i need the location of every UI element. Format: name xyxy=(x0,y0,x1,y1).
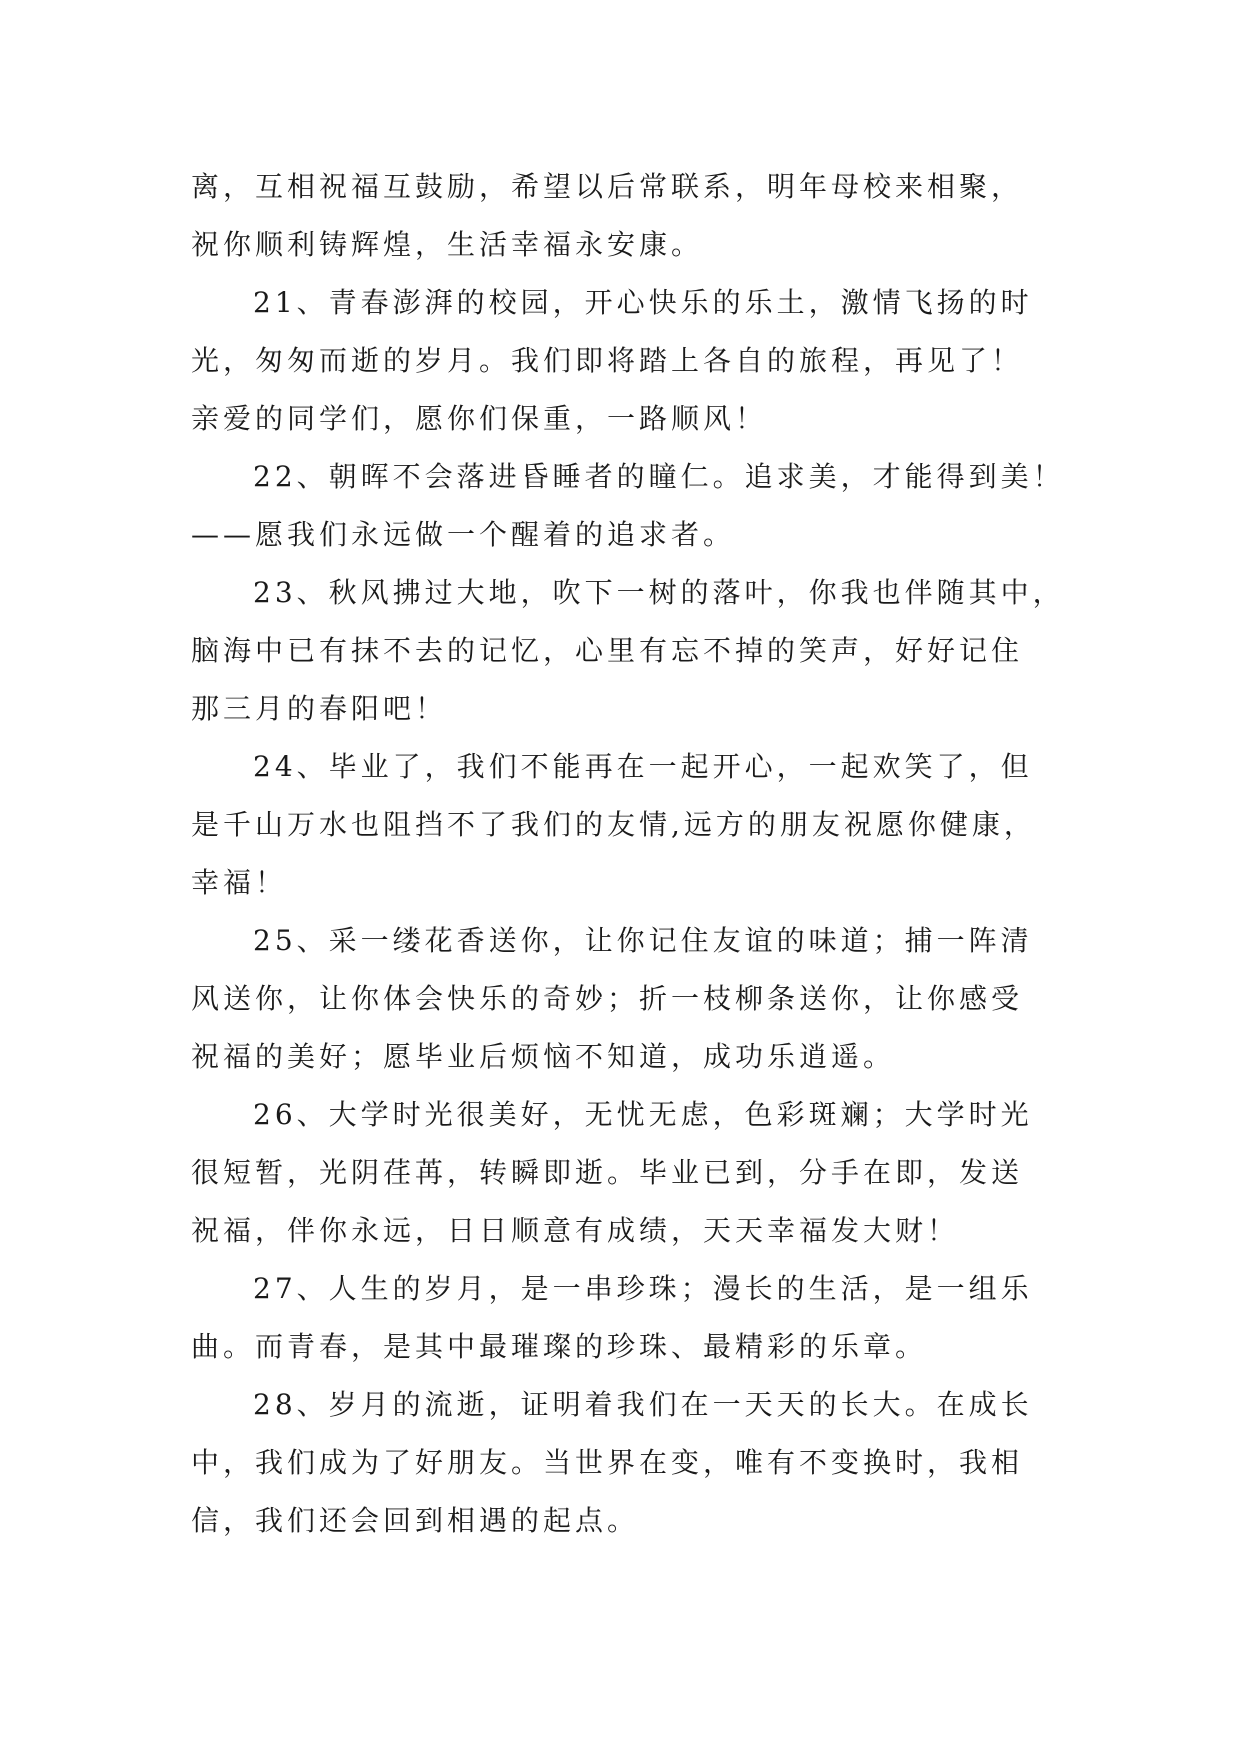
text-line: 24、毕业了，我们不能再在一起开心，一起欢笑了，但 xyxy=(253,750,1033,783)
text-line: 是千山万水也阻挡不了我们的友情,远方的朋友祝愿你健康， xyxy=(191,808,1036,841)
paragraph-continuation xyxy=(191,158,1051,274)
document-page xyxy=(191,158,1065,1550)
text-line: 25、采一缕花香送你，让你记住友谊的味道；捕一阵清 xyxy=(253,924,1033,957)
text-line: 亲爱的同学们，愿你们保重，一路顺风！ xyxy=(191,402,768,435)
text-line: 祝福的美好；愿毕业后烦恼不知道，成功乐逍遥。 xyxy=(191,1040,896,1073)
text-line: 那三月的春阳吧！ xyxy=(191,692,448,725)
text-line: ——愿我们永远做一个醒着的追求者。 xyxy=(191,518,736,551)
text-line: 曲。而青春，是其中最璀璨的珍珠、最精彩的乐章。 xyxy=(191,1330,928,1363)
paragraph-23 xyxy=(191,564,1065,738)
text-line: 28、岁月的流逝，证明着我们在一天天的长大。在成长 xyxy=(253,1388,1033,1421)
text-line: 脑海中已有抹不去的记忆，心里有忘不掉的笑声，好好记住 xyxy=(191,634,1024,667)
paragraph-21 xyxy=(191,274,1051,448)
paragraph-25 xyxy=(191,912,1051,1086)
text-line: 21、青春澎湃的校园，开心快乐的乐土，激情飞扬的时 xyxy=(253,286,1033,319)
text-line: 中，我们成为了好朋友。当世界在变，唯有不变换时，我相 xyxy=(191,1446,1024,1479)
text-line: 光，匆匆而逝的岁月。我们即将踏上各自的旅程，再见了！ xyxy=(191,344,1024,377)
paragraph-22 xyxy=(191,448,1065,564)
text-line: 23、秋风拂过大地，吹下一树的落叶，你我也伴随其中， xyxy=(253,576,1065,609)
text-line: 22、朝晖不会落进昏睡者的瞳仁。追求美，才能得到美！ xyxy=(253,460,1065,493)
paragraph-28 xyxy=(191,1376,1051,1550)
text-line: 很短暂，光阴荏苒，转瞬即逝。毕业已到，分手在即，发送 xyxy=(191,1156,1024,1189)
text-line: 26、大学时光很美好，无忧无虑，色彩斑斓；大学时光 xyxy=(253,1098,1033,1131)
paragraph-26 xyxy=(191,1086,1051,1260)
text-line: 信，我们还会回到相遇的起点。 xyxy=(191,1504,640,1537)
text-line: 风送你，让你体会快乐的奇妙；折一枝柳条送你，让你感受 xyxy=(191,982,1024,1015)
text-line: 祝福，伴你永远，日日顺意有成绩，天天幸福发大财！ xyxy=(191,1214,960,1247)
text-line: 离，互相祝福互鼓励，希望以后常联系，明年母校来相聚， xyxy=(191,170,1024,203)
text-line: 祝你顺利铸辉煌，生活幸福永安康。 xyxy=(191,228,704,261)
text-line: 27、人生的岁月，是一串珍珠；漫长的生活，是一组乐 xyxy=(253,1272,1033,1305)
paragraph-24 xyxy=(191,738,1051,912)
text-line: 幸福！ xyxy=(191,866,288,899)
paragraph-27 xyxy=(191,1260,1051,1376)
